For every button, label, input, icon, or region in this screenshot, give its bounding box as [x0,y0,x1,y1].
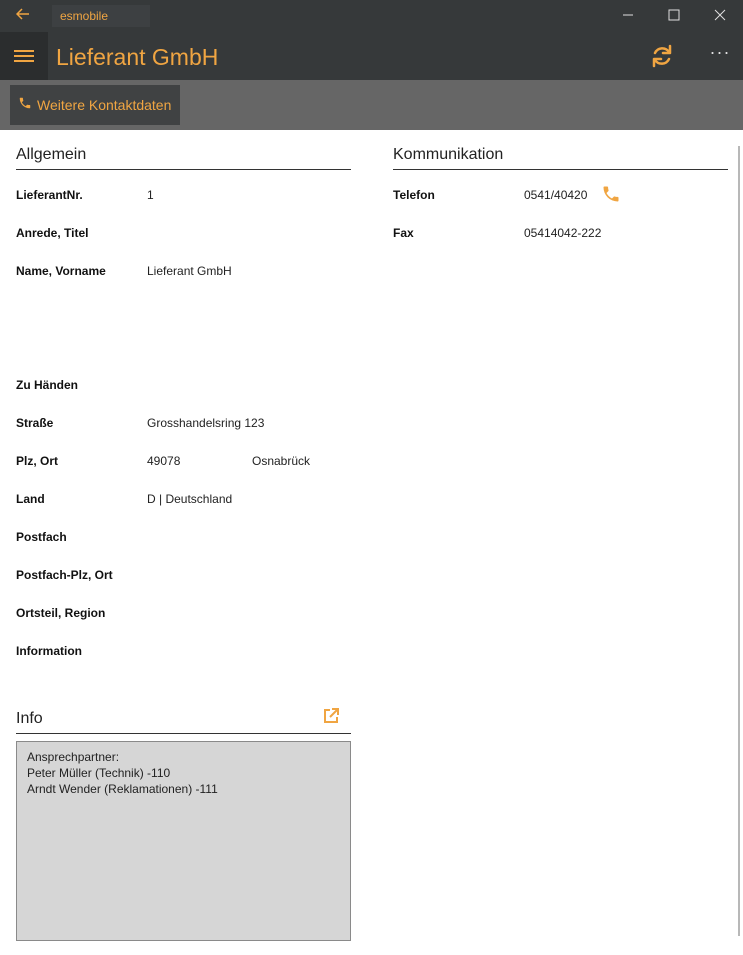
postfach-plz-label: Postfach-Plz, Ort [16,568,113,582]
weitere-kontaktdaten-label: Weitere Kontaktdaten [37,97,172,113]
external-edit-icon[interactable] [322,707,342,727]
phone-icon [18,85,32,125]
ortsteil-label: Ortsteil, Region [16,606,106,620]
minimize-icon[interactable] [615,6,641,26]
telefon-value[interactable]: 0541/40420 [524,188,588,202]
window-titlebar [0,0,743,32]
strasse-label: Straße [16,416,54,430]
land-label: Land [16,492,45,506]
vertical-scrollbar[interactable] [738,146,740,936]
app-name: esmobile [52,5,150,27]
app-header [0,32,743,80]
maximize-icon[interactable] [661,6,687,26]
info-textbox[interactable]: Ansprechpartner: Peter Müller (Technik) -110 Arndt Wender (Reklamationen) -111 [16,741,351,941]
info-heading: Info [16,709,351,734]
strasse-value: Grosshandelsring 123 [147,416,265,430]
land-value: D | Deutschland [147,492,233,506]
page-title: Lieferant GmbH [56,44,219,70]
allgemein-heading: Allgemein [16,145,351,170]
phone-call-icon[interactable] [601,184,623,206]
kommunikation-heading: Kommunikation [393,145,728,170]
postfach-label: Postfach [16,530,67,544]
ort-value: Osnabrück [252,454,311,468]
telefon-label: Telefon [393,188,435,202]
name-label: Name, Vorname [16,264,106,278]
anrede-label: Anrede, Titel [16,226,89,240]
more-options-button[interactable]: ··· [709,42,731,62]
fax-label: Fax [393,226,414,240]
plz-ort-label: Plz, Ort [16,454,59,468]
name-value: Lieferant GmbH [147,264,232,278]
fax-value: 05414042-222 [524,226,602,240]
zu-haenden-label: Zu Händen [16,378,78,392]
hamburger-menu-icon[interactable] [0,32,48,80]
back-arrow-icon[interactable] [12,6,34,26]
information-label: Information [16,644,82,658]
close-icon[interactable] [707,6,733,26]
sync-icon[interactable] [648,42,676,70]
lieferant-nr-value: 1 [147,188,154,202]
lieferant-nr-label: LieferantNr. [16,188,83,202]
weitere-kontaktdaten-button[interactable] [10,85,180,125]
toolbar [0,80,743,130]
plz-value: 49078 [147,454,181,468]
